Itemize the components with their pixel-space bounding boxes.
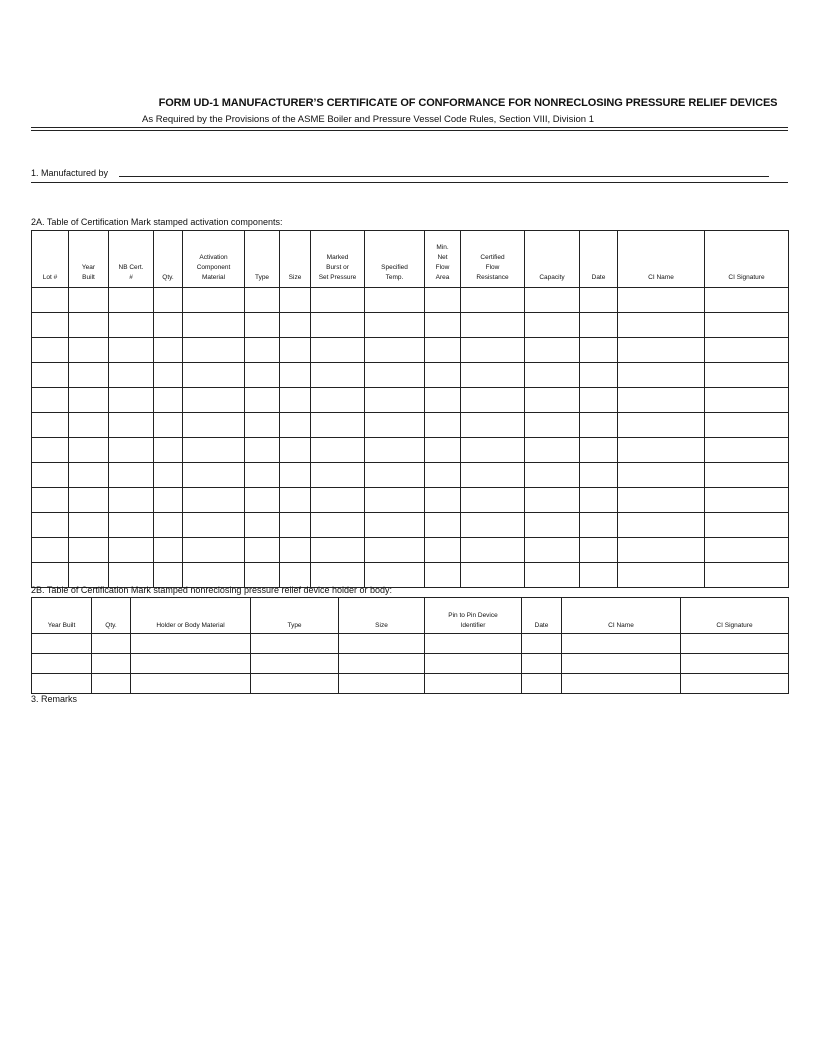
table-2a-cell[interactable] [109,388,154,413]
table-2a-cell[interactable] [461,338,525,363]
table-2a-cell[interactable] [311,413,365,438]
table-2a-header-row [32,231,789,288]
table-2a-cell[interactable] [245,388,280,413]
table-2a-cell[interactable] [154,563,183,588]
table-2a-header-text: Date [591,274,606,281]
table-2a-cell[interactable] [425,488,461,513]
table-2a-cell[interactable] [280,288,311,313]
table-2b-caption: 2B. Table of Certification Mark stamped nonreclosing pressure relief device holder or body: [31,585,393,595]
table-2a-cell[interactable] [580,538,618,563]
table-2a-cell[interactable] [705,388,789,413]
table-2a-header-text: Built [82,274,95,281]
table-2a-cell[interactable] [618,288,705,313]
table-2a-cell[interactable] [154,538,183,563]
table-2a-cell[interactable] [245,338,280,363]
table-2a-cell[interactable] [365,538,425,563]
table-2b-cell[interactable] [522,654,562,674]
table-2a-cell[interactable] [580,363,618,388]
table-2a-cell[interactable] [154,388,183,413]
table-2a-cell[interactable] [580,288,618,313]
table-2a-cell[interactable] [525,313,580,338]
table-2a-cell[interactable] [154,288,183,313]
table-2a-cell[interactable] [461,288,525,313]
table-2a-header-text: Temp. [385,274,404,281]
table-2a-cell[interactable] [705,413,789,438]
table-2a-cell[interactable] [183,463,245,488]
table-2a-cell[interactable] [425,563,461,588]
table-2a-cell[interactable] [580,463,618,488]
table-2a-cell[interactable] [705,313,789,338]
table-2a-cell[interactable] [154,363,183,388]
table-2a-cell[interactable] [280,363,311,388]
table-2a-cell[interactable] [245,413,280,438]
table-2b-cell[interactable] [562,674,681,694]
table-2a-cell[interactable] [525,363,580,388]
table-2b-cell[interactable] [32,674,92,694]
table-2b-header-text: Size [375,622,388,629]
table-2a-cell[interactable] [425,538,461,563]
header-rule-top [31,127,788,128]
table-2a-cell[interactable] [109,338,154,363]
table-row [32,438,789,463]
table-2a-header-text: Lot # [42,274,58,281]
table-2a-cell[interactable] [109,313,154,338]
table-2a-cell[interactable] [183,313,245,338]
table-2b-cell[interactable] [339,654,425,674]
table-2b-header-8 [681,598,789,634]
table-2a-header-5 [245,231,280,288]
table-2a-cell[interactable] [109,538,154,563]
table-2a-cell[interactable] [311,563,365,588]
table-2a-header-text: Component [196,264,231,271]
table-2b-cell[interactable] [425,654,522,674]
table-2a-header-text: Resistance [476,274,509,281]
form-subtitle: As Required by the Provisions of the ASME Boiler and Pressure Vessel Code Rules, Section VIII, Division 1 [141,114,594,125]
table-2a-cell[interactable] [311,488,365,513]
table-2a-header-text: Qty. [162,274,174,281]
table-2a-cell[interactable] [109,513,154,538]
table-2a-cell[interactable] [154,463,183,488]
table-2a-cell[interactable] [280,563,311,588]
table-2a-cell[interactable] [618,413,705,438]
table-row [32,413,789,438]
table-2a-cell[interactable] [365,388,425,413]
table-2a-cell[interactable] [280,388,311,413]
table-2a-cell[interactable] [365,438,425,463]
table-row [32,674,789,694]
table-2a-header-text: Certified [480,254,505,261]
table-2a-header-12 [580,231,618,288]
table-2a-header-10 [461,231,525,288]
table-2b-cell[interactable] [425,634,522,654]
table-2a-header-text: Set Pressure [318,274,357,281]
table-2b-header-2 [131,598,251,634]
table-2b-header-1 [92,598,131,634]
table-2a-cell[interactable] [280,313,311,338]
table-2a-cell[interactable] [32,563,69,588]
table-2b-cell[interactable] [131,674,251,694]
table-2b-header-text: Year Built [47,622,76,629]
table-2a-cell[interactable] [705,463,789,488]
table-2b-cell[interactable] [522,674,562,694]
manufactured-by-label: 1. Manufactured by [31,168,109,178]
table-2a-cell[interactable] [461,463,525,488]
table-2a-header-8 [365,231,425,288]
table-2a-header-11 [525,231,580,288]
holder-body-table [31,597,789,694]
table-2a-header-text: Year [81,264,96,271]
table-2a-cell[interactable] [705,438,789,463]
table-2b-cell[interactable] [131,654,251,674]
table-2a-cell[interactable] [183,413,245,438]
table-2a-cell[interactable] [280,438,311,463]
table-2a-cell[interactable] [618,388,705,413]
table-2a-cell[interactable] [32,388,69,413]
table-2a-cell[interactable] [365,463,425,488]
table-2b-cell[interactable] [131,634,251,654]
table-2a-cell[interactable] [525,463,580,488]
table-2a-cell[interactable] [365,363,425,388]
table-row [32,363,789,388]
table-2a-header-text: CI Signature [728,274,765,281]
table-2a-cell[interactable] [183,363,245,388]
table-2a-cell[interactable] [580,338,618,363]
table-2b-cell[interactable] [562,634,681,654]
table-2b-cell[interactable] [251,674,339,694]
table-2b-header-text: Identifier [460,622,486,629]
table-2b-header-row [32,598,789,634]
table-2a-cell[interactable] [705,488,789,513]
table-row [32,634,789,654]
table-2b-cell[interactable] [681,674,789,694]
table-2a-cell[interactable] [183,288,245,313]
table-2a-cell[interactable] [525,563,580,588]
table-2a-header-text: Burst or [326,264,349,271]
table-2a-cell[interactable] [183,488,245,513]
table-2a-cell[interactable] [580,438,618,463]
remarks-label: 3. Remarks [31,694,78,704]
table-2a-cell[interactable] [525,338,580,363]
table-2a-cell[interactable] [425,388,461,413]
table-row [32,463,789,488]
table-2b-header-6 [522,598,562,634]
table-2a-cell[interactable] [109,363,154,388]
table-2a-cell[interactable] [183,338,245,363]
table-2a-cell[interactable] [245,438,280,463]
table-2a-cell[interactable] [69,388,109,413]
table-2a-cell[interactable] [69,538,109,563]
table-2a-cell[interactable] [280,488,311,513]
table-2a-header-text: Flow [435,264,450,271]
table-2a-cell[interactable] [461,563,525,588]
table-2a-cell[interactable] [245,538,280,563]
table-2a-header-text: Activation [199,254,228,261]
table-2a-cell[interactable] [618,363,705,388]
table-2a-cell[interactable] [425,363,461,388]
table-2a-cell[interactable] [580,563,618,588]
table-2a-cell[interactable] [461,438,525,463]
table-2b-header-text: Pin to Pin Device [448,612,498,619]
table-2a-header-text: Area [435,274,450,281]
table-2a-cell[interactable] [618,538,705,563]
table-2b-cell[interactable] [562,654,681,674]
table-2a-header-text: Size [288,274,302,281]
table-2a-cell[interactable] [618,313,705,338]
table-row [32,488,789,513]
table-2a-header-3 [154,231,183,288]
table-2a-cell[interactable] [618,338,705,363]
table-2a-cell[interactable] [69,563,109,588]
table-2a-header-7 [311,231,365,288]
table-2b-header-4 [339,598,425,634]
table-2a-cell[interactable] [461,488,525,513]
table-2a-header-14 [705,231,789,288]
table-2a-cell[interactable] [525,538,580,563]
table-2a-cell[interactable] [618,438,705,463]
table-2a-cell[interactable] [705,538,789,563]
table-2a-cell[interactable] [425,338,461,363]
table-2b-cell[interactable] [251,634,339,654]
table-2a-cell[interactable] [183,388,245,413]
table-2a-cell[interactable] [580,513,618,538]
table-2a-header-text: Marked [326,254,349,261]
table-2a-header-4 [183,231,245,288]
form-title: FORM UD-1 MANUFACTURER’S CERTIFICATE OF CONFORMANCE FOR NONRECLOSING PRESSURE RELIEF DEVICES [158,97,778,109]
table-2a-cell[interactable] [580,488,618,513]
table-2a-cell[interactable] [311,363,365,388]
table-2a-header-text: # [129,274,133,281]
table-2a-header-6 [280,231,311,288]
header-rule-bottom [31,130,788,131]
table-2a-cell[interactable] [525,438,580,463]
table-2a-cell[interactable] [365,288,425,313]
table-2b-cell[interactable] [681,654,789,674]
table-2a-header-13 [618,231,705,288]
table-2a-cell[interactable] [69,313,109,338]
table-2a-cell[interactable] [461,388,525,413]
table-2a-cell[interactable] [365,413,425,438]
table-2a-cell[interactable] [109,463,154,488]
table-2a-cell[interactable] [154,488,183,513]
table-2a-cell[interactable] [365,563,425,588]
table-2a-header-text: Specified [381,264,408,271]
table-2a-cell[interactable] [311,538,365,563]
table-2b-cell[interactable] [339,674,425,694]
table-2a-cell[interactable] [425,313,461,338]
table-row [32,388,789,413]
table-2b-header-text: CI Name [608,622,634,629]
table-2a-cell[interactable] [365,488,425,513]
table-2b-cell[interactable] [32,634,92,654]
table-2b-header-7 [562,598,681,634]
table-2a-cell[interactable] [154,438,183,463]
table-2a-cell[interactable] [69,438,109,463]
table-2a-cell[interactable] [461,413,525,438]
table-2a-cell[interactable] [425,513,461,538]
table-2a-cell[interactable] [425,463,461,488]
table-2b-cell[interactable] [681,634,789,654]
activation-components-table [31,230,789,588]
table-2a-header-text: CI Name [648,274,674,281]
table-2a-cell[interactable] [311,463,365,488]
table-row [32,288,789,313]
table-2a-cell[interactable] [365,513,425,538]
table-2b-header-text: Holder or Body Material [156,622,225,629]
table-row [32,563,789,588]
table-2a-header-text: NB Cert. [118,264,144,271]
table-2a-cell[interactable] [280,538,311,563]
table-2a-cell[interactable] [245,363,280,388]
table-2a-cell[interactable] [461,363,525,388]
table-2a-cell[interactable] [580,313,618,338]
table-2a-cell[interactable] [245,463,280,488]
table-2b-cell[interactable] [92,674,131,694]
table-2a-cell[interactable] [705,288,789,313]
table-row [32,654,789,674]
table-2a-cell[interactable] [280,463,311,488]
table-2b-cell[interactable] [522,634,562,654]
manufactured-by-field[interactable] [119,176,769,177]
table-2a-header-text: Net [437,254,448,261]
table-2a-header-9 [425,231,461,288]
table-2a-header-text: Type [254,274,270,281]
table-2a-cell[interactable] [280,338,311,363]
table-2b-cell[interactable] [92,654,131,674]
table-2a-cell[interactable] [311,313,365,338]
table-2a-cell[interactable] [69,288,109,313]
table-2a-cell[interactable] [32,538,69,563]
table-2a-cell[interactable] [618,513,705,538]
table-2b-cell[interactable] [32,654,92,674]
table-2a-cell[interactable] [311,388,365,413]
table-2a-cell[interactable] [183,538,245,563]
table-2b-header-text: CI Signature [716,622,753,629]
table-2a-cell[interactable] [461,513,525,538]
table-2a-cell[interactable] [69,413,109,438]
table-2a-cell[interactable] [245,288,280,313]
table-2a-cell[interactable] [154,413,183,438]
table-2a-cell[interactable] [154,338,183,363]
table-2a-cell[interactable] [245,563,280,588]
table-2a-cell[interactable] [183,438,245,463]
table-2a-header-text: Capacity [539,274,565,281]
table-2b-cell[interactable] [251,654,339,674]
table-2b-header-3 [251,598,339,634]
table-2a-cell[interactable] [32,288,69,313]
table-2a-header-2 [109,231,154,288]
table-2a-header-text: Min. [436,244,449,251]
table-2a-cell[interactable] [525,388,580,413]
table-2a-cell[interactable] [32,413,69,438]
table-2a-cell[interactable] [280,413,311,438]
table-2a-cell[interactable] [425,288,461,313]
table-2a-cell[interactable] [69,463,109,488]
table-2a-cell[interactable] [245,513,280,538]
table-2a-cell[interactable] [311,513,365,538]
table-2a-cell[interactable] [525,413,580,438]
table-2b-header-text: Date [534,622,549,629]
table-2a-cell[interactable] [580,388,618,413]
table-2a-cell[interactable] [580,413,618,438]
table-2a-cell[interactable] [109,488,154,513]
table-2a-cell[interactable] [32,363,69,388]
table-2a-cell[interactable] [618,488,705,513]
table-2b-header-text: Qty. [105,622,117,629]
table-2a-cell[interactable] [69,338,109,363]
table-2a-cell[interactable] [525,288,580,313]
table-2a-cell[interactable] [311,288,365,313]
table-2a-header-1 [69,231,109,288]
table-2a-cell[interactable] [461,313,525,338]
table-2a-cell[interactable] [109,438,154,463]
table-2a-cell[interactable] [525,488,580,513]
table-2a-cell[interactable] [705,363,789,388]
table-2a-cell[interactable] [525,513,580,538]
table-2a-cell[interactable] [705,338,789,363]
table-2a-cell[interactable] [32,463,69,488]
table-2a-cell[interactable] [32,313,69,338]
table-2b-header-0 [32,598,92,634]
table-2a-header-0 [32,231,69,288]
table-2a-cell[interactable] [32,513,69,538]
table-2a-cell[interactable] [109,288,154,313]
table-2a-header-text: Flow [485,264,500,271]
table-2a-cell[interactable] [154,513,183,538]
table-2a-cell[interactable] [245,313,280,338]
table-2a-cell[interactable] [618,463,705,488]
table-2a-cell[interactable] [280,513,311,538]
table-2a-cell[interactable] [109,563,154,588]
table-2b-cell[interactable] [425,674,522,694]
table-2a-cell[interactable] [32,438,69,463]
table-2a-caption: 2A. Table of Certification Mark stamped activation components: [31,217,283,227]
table-2b-header-5 [425,598,522,634]
table-2a-header-text: Material [201,274,226,281]
table-2a-cell[interactable] [425,438,461,463]
table-2a-cell[interactable] [154,313,183,338]
table-2a-cell[interactable] [69,488,109,513]
table-2b-cell[interactable] [92,634,131,654]
table-2a-cell[interactable] [705,563,789,588]
table-2a-cell[interactable] [183,563,245,588]
table-2a-cell[interactable] [109,413,154,438]
table-2a-cell[interactable] [705,513,789,538]
table-2a-cell[interactable] [311,338,365,363]
table-2a-cell[interactable] [245,488,280,513]
table-2a-cell[interactable] [365,338,425,363]
table-2a-cell[interactable] [32,488,69,513]
table-2b-header-text: Type [287,622,302,629]
manufactured-by-underline [31,182,788,183]
table-row [32,513,789,538]
table-2a-cell[interactable] [183,513,245,538]
table-row [32,538,789,563]
table-2a-cell[interactable] [311,438,365,463]
table-2a-cell[interactable] [32,338,69,363]
table-2a-cell[interactable] [69,363,109,388]
table-2a-cell[interactable] [461,538,525,563]
table-row [32,338,789,363]
table-2a-cell[interactable] [425,413,461,438]
table-2a-cell[interactable] [618,563,705,588]
table-row [32,313,789,338]
table-2a-cell[interactable] [69,513,109,538]
table-2b-cell[interactable] [339,634,425,654]
table-2a-cell[interactable] [365,313,425,338]
